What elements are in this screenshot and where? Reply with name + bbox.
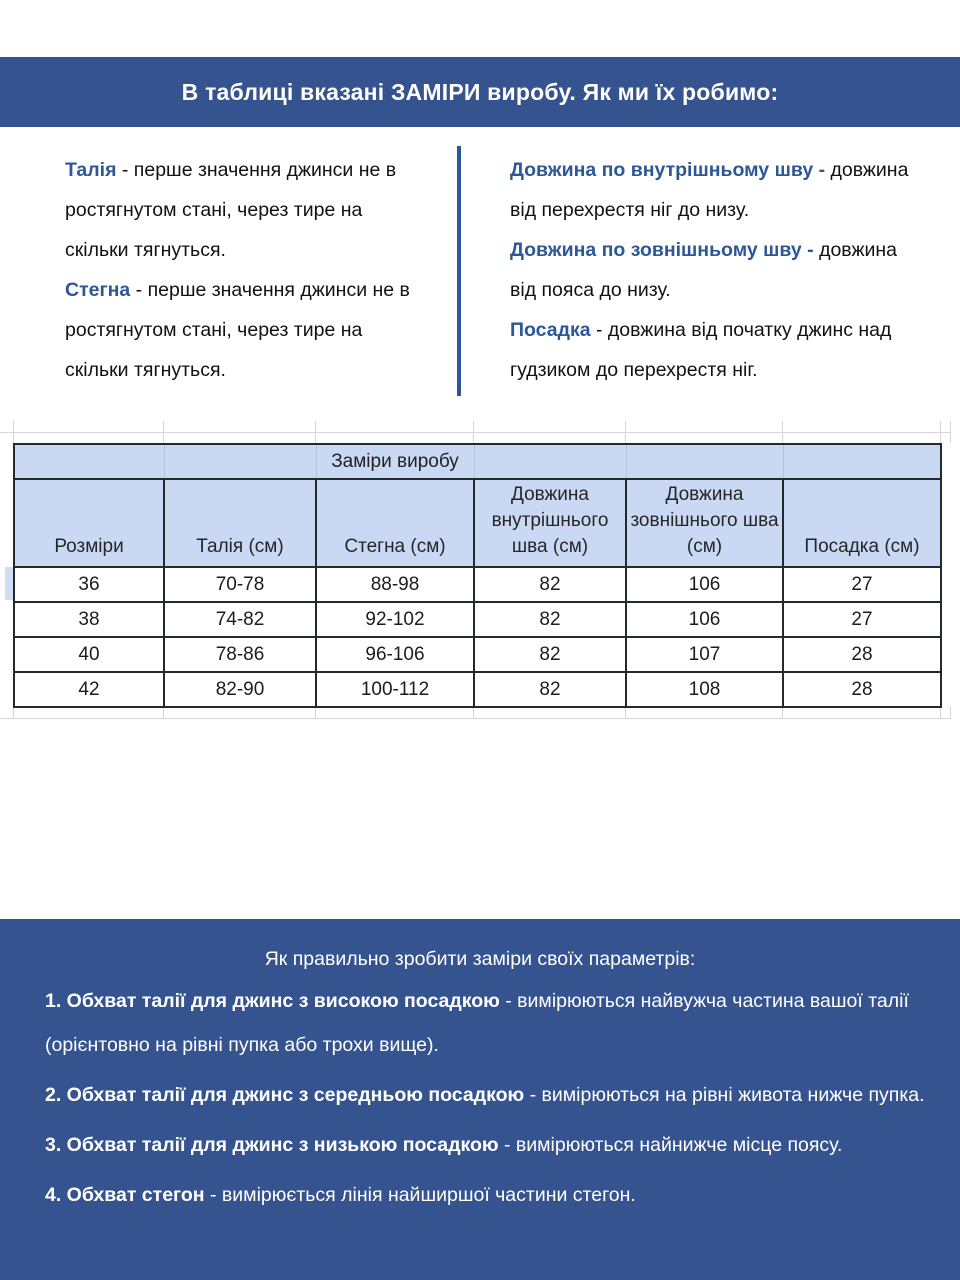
table-cell: 82 bbox=[474, 637, 626, 672]
grid-vline bbox=[315, 421, 316, 443]
column-divider bbox=[457, 146, 461, 396]
table-cell: 40 bbox=[14, 637, 164, 672]
grid-hline bbox=[0, 718, 951, 719]
grid-vline bbox=[950, 706, 951, 718]
table-cell: 27 bbox=[783, 567, 941, 602]
table-row bbox=[14, 567, 941, 602]
table-cell: 88-98 bbox=[316, 567, 474, 602]
definitions-right-column bbox=[510, 150, 924, 390]
definition-term: Довжина по зовнішньому шву - bbox=[510, 239, 814, 261]
page-title: В таблиці вказані ЗАМІРИ виробу. Як ми їх робимо: bbox=[181, 79, 779, 105]
column-header: Розміри bbox=[14, 479, 164, 567]
table-title-row bbox=[14, 444, 941, 479]
table-title-spacer bbox=[14, 444, 164, 479]
table-cell: 27 bbox=[783, 602, 941, 637]
table-cell: 74-82 bbox=[164, 602, 316, 637]
table-cell: 106 bbox=[626, 602, 783, 637]
definition-inseam bbox=[510, 150, 924, 230]
table-cell: 108 bbox=[626, 672, 783, 707]
instruction-text: - вимірюються на рівні живота нижче пупка. bbox=[524, 1084, 925, 1106]
table-title-cell: Заміри виробу bbox=[316, 444, 474, 479]
table-cell: 92-102 bbox=[316, 602, 474, 637]
definitions-left-column bbox=[65, 150, 429, 390]
table-cell: 82-90 bbox=[164, 672, 316, 707]
table-cell: 106 bbox=[626, 567, 783, 602]
table-cell: 82 bbox=[474, 567, 626, 602]
table-cell: 42 bbox=[14, 672, 164, 707]
definition-waist bbox=[65, 150, 429, 270]
definition-hips bbox=[65, 270, 429, 390]
table-cell: 96-106 bbox=[316, 637, 474, 672]
definition-text: довжина від пояса до низу. bbox=[510, 239, 897, 301]
definition-term: Довжина по внутрішньому шву - bbox=[510, 159, 826, 181]
column-header: Посадка (см) bbox=[783, 479, 941, 567]
table-title-spacer bbox=[783, 444, 941, 479]
table-cell: 28 bbox=[783, 637, 941, 672]
table-cell: 28 bbox=[783, 672, 941, 707]
definition-text: - перше значення джинси не в ростягнутом стані, через тире на скільки тягнуться. bbox=[65, 159, 397, 261]
column-header: Талія (см) bbox=[164, 479, 316, 567]
table-cell: 36 bbox=[14, 567, 164, 602]
instruction-text: - вимірюються найнижче місце поясу. bbox=[498, 1134, 843, 1156]
definition-text: довжина від перехрестя ніг до низу. bbox=[510, 159, 909, 221]
table-title-spacer bbox=[164, 444, 316, 479]
table-cell: 107 bbox=[626, 637, 783, 672]
definition-outseam bbox=[510, 230, 924, 310]
table-row bbox=[14, 672, 941, 707]
column-header: Довжина внутрішнього шва (см) bbox=[474, 479, 626, 567]
size-table bbox=[13, 443, 942, 708]
instruction-item-4 bbox=[0, 1173, 960, 1217]
table-title-spacer bbox=[626, 444, 783, 479]
grid-hline bbox=[0, 432, 951, 433]
grid-vline bbox=[782, 421, 783, 443]
grid-vline bbox=[473, 421, 474, 443]
instruction-bold: 3. Обхват талії для джинс з низькою посадкою bbox=[45, 1134, 499, 1156]
grid-vline bbox=[13, 421, 14, 443]
instruction-text: - вимірюється лінія найширшої частини стегон. bbox=[204, 1184, 636, 1206]
table-cell: 70-78 bbox=[164, 567, 316, 602]
grid-vline bbox=[950, 421, 951, 443]
definition-rise bbox=[510, 310, 924, 390]
header-banner bbox=[0, 57, 960, 127]
grid-vline bbox=[625, 421, 626, 443]
table-header-row bbox=[14, 479, 941, 567]
instruction-text: - вимірюються найвужча частина вашої талії (орієнтовно на рівні пупка або трохи вище). bbox=[45, 990, 909, 1056]
instruction-bold: 2. Обхват талії для джинс з середньою посадкою bbox=[45, 1084, 525, 1106]
definition-text: - перше значення джинси не в ростягнутом стані, через тире на скільки тягнуться. bbox=[65, 279, 410, 381]
table-cell: 78-86 bbox=[164, 637, 316, 672]
instructions-panel bbox=[0, 919, 960, 1280]
table-row bbox=[14, 637, 941, 672]
table-cell: 82 bbox=[474, 672, 626, 707]
grid-vline bbox=[940, 421, 941, 443]
definition-text: - довжина від початку джинс над гудзиком до перехрестя ніг. bbox=[510, 319, 892, 381]
definition-term: Посадка bbox=[510, 319, 591, 341]
column-header: Стегна (см) bbox=[316, 479, 474, 567]
column-header: Довжина зовнішнього шва (см) bbox=[626, 479, 783, 567]
table-title-spacer bbox=[474, 444, 626, 479]
table-cell: 82 bbox=[474, 602, 626, 637]
instruction-item-1 bbox=[0, 979, 960, 1067]
instructions-heading: Як правильно зробити заміри своїх параметрів: bbox=[264, 948, 696, 970]
definition-term: Стегна bbox=[65, 279, 131, 301]
definition-term: Талія bbox=[65, 159, 117, 181]
instruction-item-2 bbox=[0, 1073, 960, 1117]
instruction-bold: 4. Обхват стегон bbox=[45, 1184, 205, 1206]
instruction-item-3 bbox=[0, 1123, 960, 1167]
table-cell: 100-112 bbox=[316, 672, 474, 707]
table-body bbox=[14, 567, 941, 707]
grid-vline bbox=[163, 421, 164, 443]
table-row bbox=[14, 602, 941, 637]
table-cell: 38 bbox=[14, 602, 164, 637]
instruction-bold: 1. Обхват талії для джинс з високою посадкою bbox=[45, 990, 500, 1012]
